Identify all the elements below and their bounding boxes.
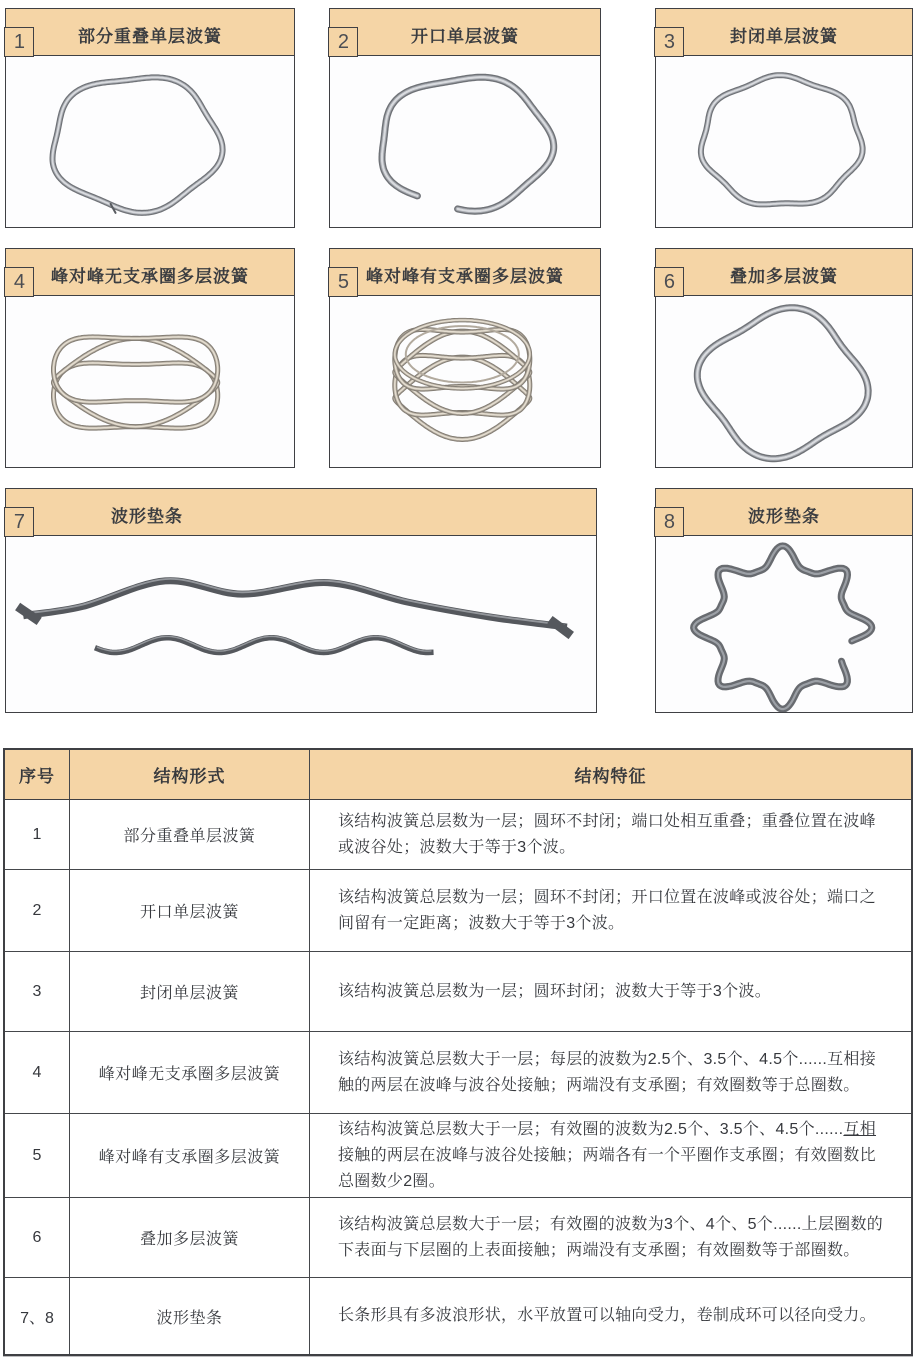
feature-text: 该结构波簧总层数大于一层；有效圈的波数为2.5个、3.5个、4.5个......	[338, 1120, 844, 1138]
table-row	[5, 952, 911, 1032]
panel-8-title: 波形垫条	[748, 506, 820, 526]
row-form: 部分重叠单层波簧	[70, 800, 310, 869]
page-bottom-rule	[3, 1356, 913, 1357]
row-feature	[310, 952, 911, 1031]
panel-6-title: 叠加多层波簧	[730, 266, 838, 286]
star-wave-ring-figure	[656, 536, 912, 712]
row-form: 开口单层波簧	[70, 870, 310, 951]
panel-1-title: 部分重叠单层波簧	[78, 26, 222, 46]
row-index: 3	[5, 952, 70, 1031]
row-form: 峰对峰有支承圈多层波簧	[70, 1114, 310, 1197]
row-feature	[310, 1032, 911, 1113]
panel-1-photo	[6, 56, 294, 227]
panel-2-photo	[330, 56, 600, 227]
row-form: 封闭单层波簧	[70, 952, 310, 1031]
panel-6-number: 6	[654, 267, 684, 297]
table-row	[5, 1278, 911, 1354]
panel-2-title: 开口单层波簧	[411, 26, 519, 46]
col-header-form: 结构形式	[70, 750, 310, 799]
partial-overlap-spring-figure	[6, 56, 294, 227]
panel-3-photo	[656, 56, 912, 227]
panel-7-header	[6, 489, 596, 536]
table-row	[5, 870, 911, 952]
feature-text: 长条形具有多波浪形状，水平放置可以轴向受力，卷制成环可以径向受力。	[338, 1307, 876, 1324]
row-index: 6	[5, 1198, 70, 1277]
panel-5-title: 峰对峰有支承圈多层波簧	[366, 266, 564, 286]
closed-spring-figure	[656, 56, 912, 227]
multilayer-spring-figure	[6, 296, 294, 467]
feature-text: 该结构波簧总层数为一层；圆环封闭；波数大于等于3个波。	[338, 982, 771, 1000]
panel-3-number: 3	[654, 27, 684, 57]
panel-6-photo	[656, 296, 912, 467]
row-feature	[310, 1198, 911, 1277]
panel-2-number: 2	[328, 27, 358, 57]
panel-5-photo	[330, 296, 600, 467]
panel-1	[5, 8, 295, 228]
panel-2	[329, 8, 601, 228]
row-index: 1	[5, 800, 70, 869]
panel-3	[655, 8, 913, 228]
panel-4-photo	[6, 296, 294, 467]
feature-text: 该结构波簧总层数大于一层；有效圈的波数为3个、4个、5个......上层圈数的下表面与下层圈的上表面接触；两端没有支承圈；有效圈数等于部圈数。	[338, 1215, 884, 1259]
panel-8	[655, 488, 913, 713]
panel-7-title: 波形垫条	[111, 506, 183, 526]
feature-text: 该结构波簧总层数为一层；圆环不封闭；端口处相互重叠；重叠位置在波峰或波谷处；波数大于等于3个波。	[338, 812, 876, 856]
table-rows	[5, 800, 911, 1354]
row-form: 峰对峰无支承圈多层波簧	[70, 1032, 310, 1113]
table-row	[5, 800, 911, 870]
row-index: 2	[5, 870, 70, 951]
row-index: 5	[5, 1114, 70, 1197]
row-feature	[310, 870, 911, 951]
spec-table	[3, 748, 913, 1356]
row-feature	[310, 800, 911, 869]
row-feature	[310, 1114, 911, 1197]
multilayer-shim-spring-figure	[330, 296, 600, 467]
panel-4-number: 4	[4, 267, 34, 297]
panel-1-header	[6, 9, 294, 56]
table-row	[5, 1198, 911, 1278]
panel-5	[329, 248, 601, 468]
row-index: 7、8	[5, 1278, 70, 1354]
panel-8-header	[656, 489, 912, 536]
table-row	[5, 1032, 911, 1114]
row-form: 波形垫条	[70, 1278, 310, 1354]
panel-8-number: 8	[654, 507, 684, 537]
wave-strip-figure	[6, 536, 596, 712]
stacked-spring-figure	[656, 296, 912, 467]
feature-text: 该结构波簧总层数为一层；圆环不封闭；开口位置在波峰或波谷处；端口之间留有一定距离；波数大于等于3个波。	[338, 888, 876, 932]
feature-text: 该结构波簧总层数大于一层；每层的波数为2.5个、3.5个、4.5个......互相接触的两层在波峰与波谷处接触；两端没有支承圈；有效圈数等于总圈数。	[338, 1050, 876, 1094]
panel-4-header	[6, 249, 294, 296]
feature-text: 接触的两层在波峰与波谷处接触；两端各有一个平圈作支承圈；有效圈数比总圈数少2圈。	[338, 1146, 876, 1190]
panel-5-number: 5	[328, 267, 358, 297]
table-row	[5, 1114, 911, 1198]
panel-7-photo	[6, 536, 596, 712]
panel-8-photo	[656, 536, 912, 712]
panel-4-title: 峰对峰无支承圈多层波簧	[51, 266, 249, 286]
panel-7	[5, 488, 597, 713]
panel-1-number: 1	[4, 27, 34, 57]
panel-3-title: 封闭单层波簧	[730, 26, 838, 46]
panel-4	[5, 248, 295, 468]
row-feature	[310, 1278, 911, 1354]
open-spring-figure	[330, 56, 600, 227]
panel-6	[655, 248, 913, 468]
panel-2-header	[330, 9, 600, 56]
row-form: 叠加多层波簧	[70, 1198, 310, 1277]
row-index: 4	[5, 1032, 70, 1113]
spec-table-header	[5, 750, 911, 800]
panel-5-header	[330, 249, 600, 296]
panel-6-header	[656, 249, 912, 296]
panel-3-header	[656, 9, 912, 56]
col-header-index: 序号	[5, 750, 70, 799]
panel-7-number: 7	[4, 507, 34, 537]
feature-text: 互相	[843, 1120, 877, 1138]
col-header-feature: 结构特征	[574, 767, 647, 786]
